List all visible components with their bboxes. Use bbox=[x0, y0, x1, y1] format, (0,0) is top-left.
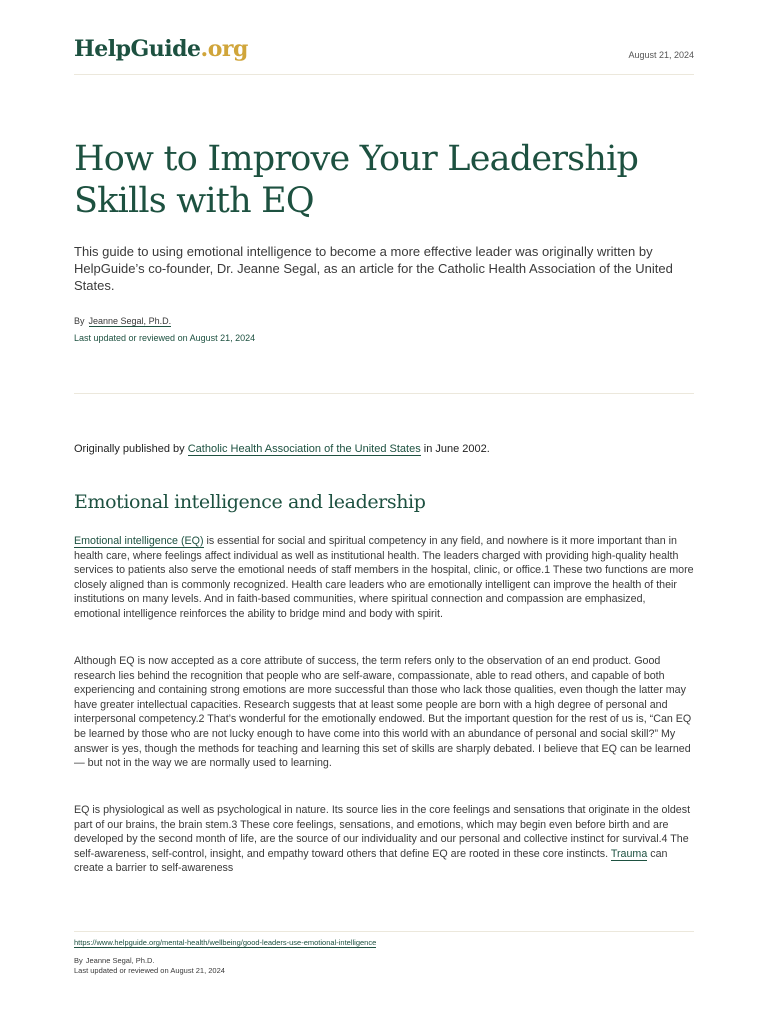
helpguide-logo[interactable] bbox=[74, 36, 248, 62]
paragraph-1 bbox=[74, 534, 694, 622]
footer-url-link[interactable]: https://www.helpguide.org/mental-health/wellbeing/good-leaders-use-emotional-intelligence bbox=[74, 938, 377, 947]
paragraph-3-suffix: can create a barrier to self-awareness bbox=[74, 847, 668, 875]
eq-link[interactable]: Emotional intelligence (EQ) bbox=[74, 535, 204, 547]
reviewed-date: Last updated or reviewed on August 21, 2024 bbox=[74, 333, 256, 343]
logo-suffix: .org bbox=[200, 36, 248, 62]
footer-author[interactable]: Jeanne Segal, Ph.D. bbox=[85, 956, 155, 965]
paragraph-2: Although EQ is now accepted as a core attribute of success, the term refers only to the observation of an end product. Good research lies behind the recognition that people who are self-aware, compassionate, able to read others, and capable of both experiencing and containing strong emotions are more successful than those who lack those qualities, even though the latter may have greater intellectual capacities. Research suggests that at least some people are born with a high degree of personal and interpersonal competency.2 That’s wonderful for the emotionally endowed. But the important question for the rest of us is, “Can EQ be learned by those who are not lucky enough to have come into this world with an abundance of personal and social skill?” My answer is yes, though the methods for teaching and learning this set of skills are sharply debated. I believe that EQ can be learned — but not in the way we are normally used to learning. bbox=[74, 655, 692, 770]
footer-divider bbox=[74, 931, 694, 932]
footer-byline bbox=[74, 956, 155, 965]
footer-by-label: By bbox=[74, 956, 83, 965]
author-link[interactable]: Jeanne Segal, Ph.D. bbox=[88, 316, 172, 326]
by-label: By bbox=[74, 316, 85, 326]
section-heading: Emotional intelligence and leadership bbox=[74, 491, 426, 513]
page-title: How to Improve Your Leadership Skills with EQ bbox=[74, 139, 639, 221]
trauma-link[interactable]: Trauma bbox=[610, 847, 648, 860]
site-header bbox=[74, 36, 694, 75]
divider bbox=[74, 393, 694, 394]
publication-note bbox=[74, 442, 490, 457]
paragraph-1-text: is essential for social and spiritual competency in any field, and nowhere is it more important than in health care, where feelings affect individual as well as institutional health. The leaders charged with providing high-quality health services to patients also serve the emotional needs of staff members in the hospital, clinic, or office.1 These two functions are more closely aligned than is commonly recognized. Health care leaders who are emotionally intelligent can improve the health of their institutions on many levels. And in faith-based communities, where spiritual connection and compassion are emphasized, emotional intelligence reinforces the ability to bridge mind and body with spirit. bbox=[74, 535, 694, 620]
article-intro: This guide to using emotional intelligence to become a more effective leader was originally written by HelpGuide’s co-founder, Dr. Jeanne Segal, as an article for the Catholic Health Association of the United States. bbox=[74, 244, 673, 293]
byline bbox=[74, 316, 171, 326]
pub-suffix: in June 2002. bbox=[420, 443, 490, 455]
logo-main: HelpGuide bbox=[74, 36, 201, 62]
paragraph-3-text: EQ is physiological as well as psychological in nature. Its source lies in the core feelings and sensations that originate in the oldest part of our brains, the brain stem.3 These core feelings, sensations, and emotions, which may begin even before birth and are developed by the second month of life, are the source of our individuality and our personal and collective instinct for survival.4 The self-awareness, self-control, insight, and empathy toward others that define EQ are rooted in these core instincts. bbox=[74, 804, 691, 860]
paragraph-3 bbox=[74, 803, 694, 876]
header-date: August 21, 2024 bbox=[628, 50, 694, 60]
cha-link[interactable]: Catholic Health Association of the United States bbox=[187, 443, 421, 455]
footer-reviewed-date: Last updated or reviewed on August 21, 2024 bbox=[74, 966, 225, 975]
pub-prefix: Originally published by bbox=[74, 443, 188, 455]
